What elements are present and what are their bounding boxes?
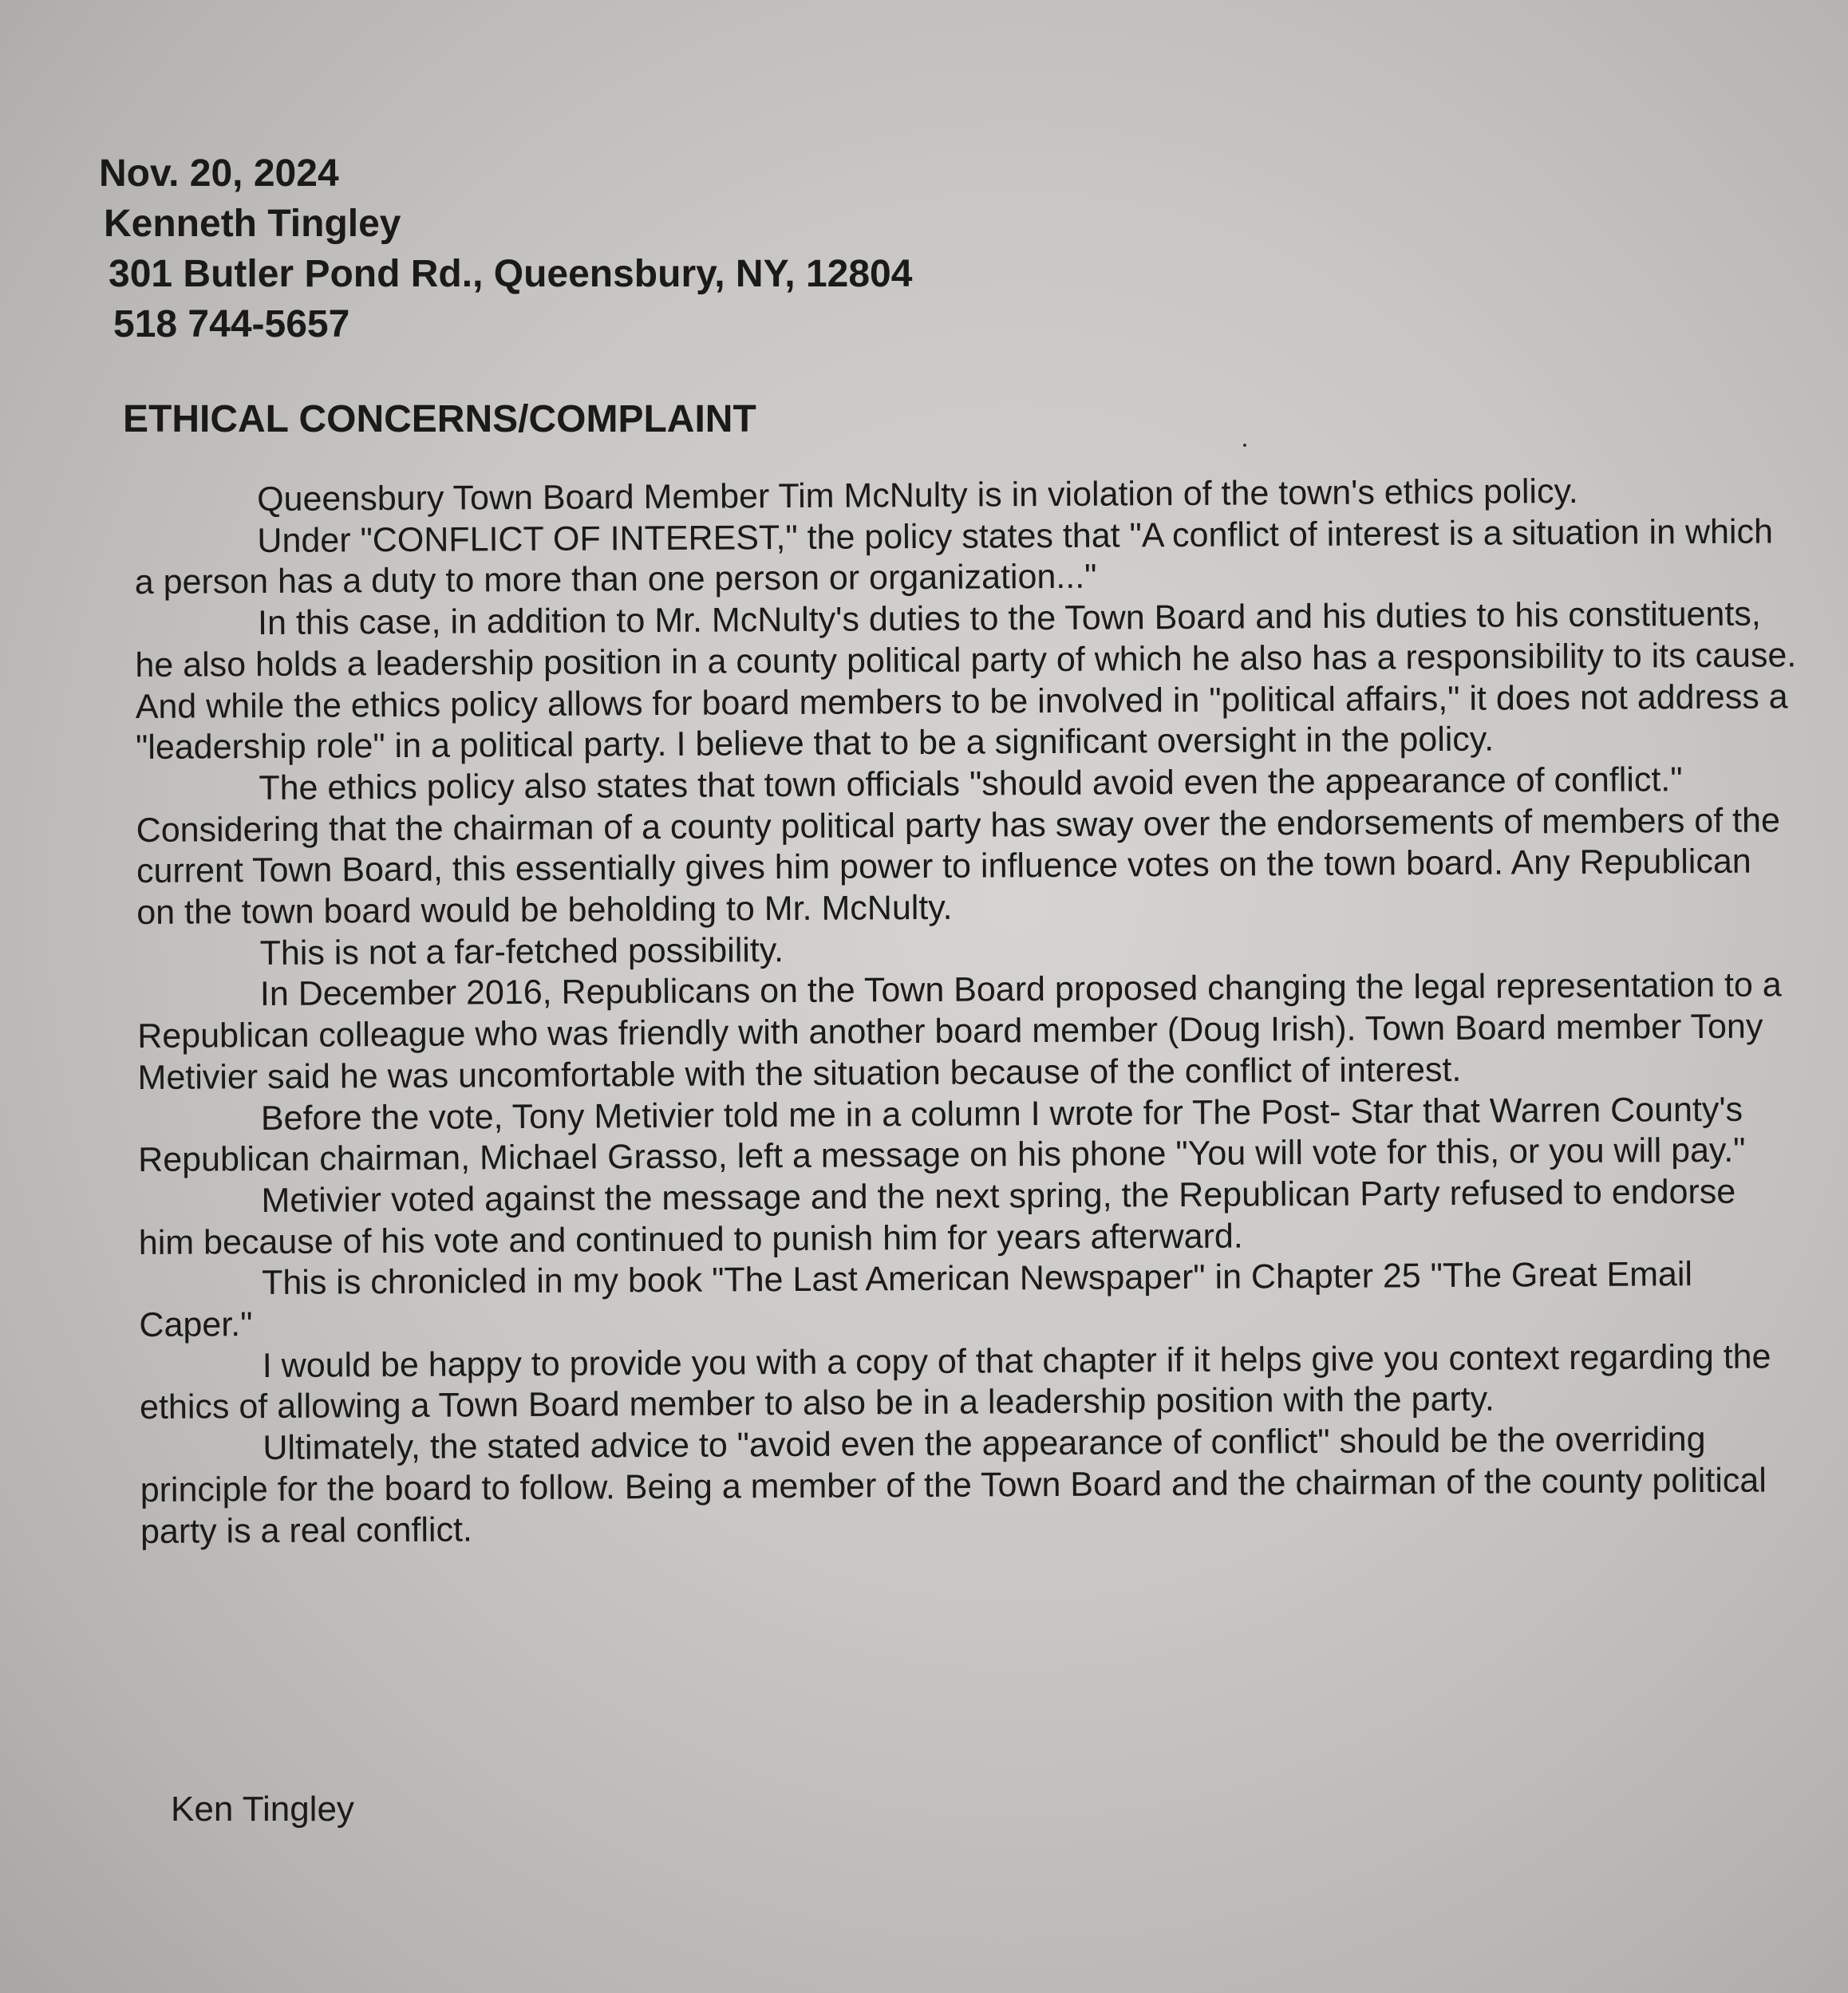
document-heading: ETHICAL CONCERNS/COMPLAINT: [123, 398, 756, 440]
sender-phone: 518 744-5657: [113, 303, 350, 345]
sender-name: Kenneth Tingley: [104, 203, 401, 245]
signature: Ken Tingley: [171, 1790, 354, 1829]
letter-date: Nov. 20, 2024: [99, 152, 339, 195]
paragraph-10: I would be happy to provide you with a copy of that chapter if it helps give you context regarding the ethics of allowing a Town Board member to also be in a leadership position with the party.: [139, 1337, 1771, 1427]
paragraph-5: This is not a far-fetched possibility.: [259, 930, 784, 973]
paragraph-3: In this case, in addition to Mr. McNulty's duties to the Town Board and his duties to his constituents, he also holds a leadership position in a county political party of which he also has a responsibility to its cause. And while the ethics policy allows for board members to be involved in "political affairs," it does not address a "leadership role" in a political party. I believe that to be a significant oversight in the policy.: [135, 594, 1797, 768]
paragraph-8: Metivier voted against the message and the next spring, the Republican Party refused to endorse him because of his vote and continued to punish him for years afterward.: [138, 1172, 1736, 1262]
letter-header: [99, 148, 1296, 349]
paragraph-1: Queensbury Town Board Member Tim McNulty is in violation of the town's ethics policy.: [257, 472, 1578, 519]
stray-mark: [1243, 444, 1246, 447]
paragraph-6: In December 2016, Republicans on the Town Board proposed changing the legal representation to a Republican colleague who was friendly with another board member (Doug Irish). Town Board member Tony Metivier said he was uncomfortable with the situation because of the conflict of interest.: [137, 965, 1782, 1097]
paragraph-7: Before the vote, Tony Metivier told me in a column I wrote for The Post- Star that Warren County's Republican chairman, Michael Grasso, left a message on his phone "You will vote for this, or you will pay.": [138, 1090, 1746, 1180]
sender-address: 301 Butler Pond Rd., Queensbury, NY, 12804: [109, 253, 913, 295]
paragraph-4: The ethics policy also states that town officials "should avoid even the appearance of conflict." Considering that the chairman of a county political party has sway over the endorsements of members of the current Town Board, this essentially gives him power to influence votes on the town board. Any Republican on the town board would be beholding to Mr. McNulty.: [136, 760, 1781, 933]
letter-body: [134, 470, 1802, 1553]
paragraph-2: Under "CONFLICT OF INTEREST," the policy states that "A conflict of interest is a situation in which a person has a duty to more than one person or organization...": [134, 512, 1774, 602]
paragraph-9: This is chronicled in my book "The Last American Newspaper" in Chapter 25 "The Great Email Caper.": [139, 1255, 1693, 1345]
paragraph-11: Ultimately, the stated advice to "avoid even the appearance of conflict" should be the overriding principle for the board to follow. Being a member of the Town Board and the chairman of the county political party is a real conflict.: [140, 1420, 1767, 1551]
